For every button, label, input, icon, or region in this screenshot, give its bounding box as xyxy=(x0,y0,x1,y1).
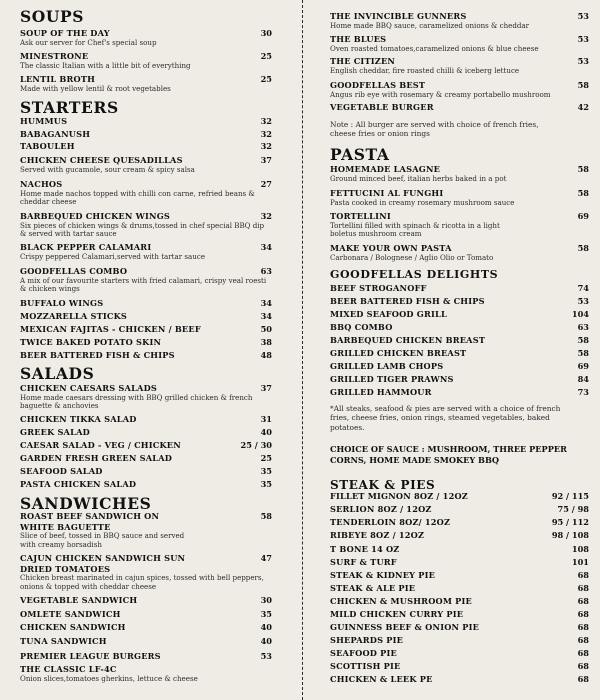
menu-item xyxy=(20,383,272,411)
item-price: 38 xyxy=(260,337,272,347)
menu-item xyxy=(20,414,272,425)
item-name: BBQ COMBO xyxy=(330,322,393,332)
menu-item xyxy=(330,56,589,75)
item-name: SERLION 8OZ / 12OZ xyxy=(330,504,432,514)
item-name: CHICKEN CHEESE QUESADILLAS xyxy=(20,155,183,165)
item-name: STEAK & KIDNEY PIE xyxy=(330,570,436,580)
item-price: 40 xyxy=(260,427,272,437)
item-description: Oven roasted tomatoes,caramelized onions & blue cheese xyxy=(330,43,539,53)
item-price: 68 xyxy=(577,622,589,632)
item-price: 35 xyxy=(260,479,272,489)
item-price: 34 xyxy=(260,311,272,321)
item-name: PASTA CHICKEN SALAD xyxy=(20,479,137,489)
menu-item xyxy=(330,504,589,515)
item-description: Home made BBQ sauce, caramelized onions & cheddar xyxy=(330,20,530,30)
item-price: 35 xyxy=(260,466,272,476)
item-name: SCOTTISH PIE xyxy=(330,661,401,671)
menu-item xyxy=(330,648,589,659)
item-price: 101 xyxy=(571,557,589,567)
menu-item xyxy=(20,595,272,606)
item-price: 32 xyxy=(260,116,272,126)
item-name: MEXICAN FAJITAS - CHICKEN / BEEF xyxy=(20,324,201,334)
menu-item xyxy=(330,387,589,398)
item-price: 68 xyxy=(577,674,589,684)
menu-item xyxy=(20,266,272,294)
item-name: GOODFELLAS COMBO xyxy=(20,266,128,276)
menu-item xyxy=(20,427,272,438)
item-price: 42 xyxy=(577,102,589,112)
item-name: ROAST BEEF SANDWICH ON WHITE BAGUETTE xyxy=(20,511,160,532)
menu-item xyxy=(20,129,272,140)
item-price: 50 xyxy=(260,324,272,334)
item-price: 53 xyxy=(577,34,589,44)
item-price: 68 xyxy=(577,661,589,671)
item-description: Crispy peppered Calamari,served with tartar sauce xyxy=(20,251,206,261)
menu-item xyxy=(20,74,272,93)
section-title-steak: STEAK & PIES xyxy=(330,478,436,492)
item-price: 58 xyxy=(577,188,589,198)
menu-item xyxy=(330,491,589,502)
menu-item xyxy=(20,28,272,47)
item-name: GRILLED CHICKEN BREAST xyxy=(330,348,467,358)
menu-item xyxy=(20,51,272,70)
item-name: BEEF STROGANOFF xyxy=(330,283,427,293)
menu-item xyxy=(20,479,272,490)
menu-item xyxy=(330,348,589,359)
item-name: BEER BATTERED FISH & CHIPS xyxy=(330,296,485,306)
item-price: 69 xyxy=(577,361,589,371)
item-name: CHICKEN CAESARS SALADS xyxy=(20,383,158,393)
item-price: 58 xyxy=(577,164,589,174)
item-name: SOUP OF THE DAY xyxy=(20,28,110,38)
menu-item xyxy=(20,453,272,464)
item-price: 53 xyxy=(577,11,589,21)
item-price: 58 xyxy=(577,243,589,253)
menu-item xyxy=(20,242,272,261)
column-divider xyxy=(302,0,303,700)
menu-item xyxy=(330,211,589,239)
menu-item xyxy=(20,466,272,477)
item-price: 73 xyxy=(577,387,589,397)
item-name: MAKE YOUR OWN PASTA xyxy=(330,243,452,253)
item-name: SEAFOOD PIE xyxy=(330,648,397,658)
item-name: BEER BATTERED FISH & CHIPS xyxy=(20,350,175,360)
item-description: Angus rib eye with rosemary & creamy portabello mushroom xyxy=(330,89,551,99)
item-description: Served with gucamole, sour cream & spicy salsa xyxy=(20,164,195,174)
menu-item xyxy=(330,674,589,685)
item-name: SURF & TURF xyxy=(330,557,397,567)
menu-item xyxy=(20,179,272,207)
menu-item xyxy=(20,651,272,662)
item-name: OMLETE SANDWICH xyxy=(20,609,121,619)
item-price: 32 xyxy=(260,141,272,151)
item-name: HUMMUS xyxy=(20,116,68,126)
item-name: GREEK SALAD xyxy=(20,427,90,437)
item-price: 35 xyxy=(260,609,272,619)
item-price: 58 xyxy=(577,348,589,358)
item-description: Home made caesars dressing with BBQ grilled chicken & french baguette & anchovies xyxy=(20,392,253,411)
menu-item xyxy=(330,102,589,113)
item-description: A mix of our favourite starters with fried calamari, crispy veal roesti & chicken wings xyxy=(20,275,267,294)
section-title-sandwiches: SANDWICHES xyxy=(20,494,152,513)
item-price: 84 xyxy=(577,374,589,384)
menu-item xyxy=(20,636,272,647)
item-name: TUNA SANDWICH xyxy=(20,636,107,646)
item-name: TORTELLINI xyxy=(330,211,391,221)
menu-item xyxy=(20,350,272,361)
menu-item xyxy=(20,155,272,174)
item-price: 32 xyxy=(260,129,272,139)
menu-item xyxy=(330,570,589,581)
item-price: 68 xyxy=(577,583,589,593)
item-name: PREMIER LEAGUE BURGERS xyxy=(20,651,161,661)
note-text: *All steaks, seafood & pies are served with a choice of french fries, cheese fries, onion rings, steamed vegetables, baked potatoes. xyxy=(330,404,561,432)
pasta-section xyxy=(330,146,589,164)
section-title-soups: SOUPS xyxy=(20,7,85,26)
salads-section xyxy=(20,365,272,383)
item-price: 58 xyxy=(260,511,272,521)
item-name: GRILLED LAMB CHOPS xyxy=(330,361,444,371)
item-price: 25 xyxy=(260,51,272,61)
menu-item xyxy=(20,553,272,591)
item-price: 95 / 112 xyxy=(551,517,589,527)
menu-item xyxy=(20,622,272,633)
item-price: 92 / 115 xyxy=(551,491,589,501)
sauce-choice xyxy=(330,444,580,466)
item-price: 30 xyxy=(260,28,272,38)
item-description: Onion slices,tomatoes gherkins, lettuce & cheese xyxy=(20,673,198,683)
item-price: 69 xyxy=(577,211,589,221)
item-name: GRILLED TIGER PRAWNS xyxy=(330,374,454,384)
item-name: BARBEQUED CHICKEN BREAST xyxy=(330,335,486,345)
menu-item xyxy=(330,374,589,385)
item-description: The classic Italian with a little bit of everything xyxy=(20,60,191,70)
item-price: 25 xyxy=(260,74,272,84)
item-price: 34 xyxy=(260,242,272,252)
item-description: Six pieces of chicken wings & drums,tossed in chef special BBQ dip & served with tartar sauce xyxy=(20,220,265,239)
menu-item xyxy=(330,296,589,307)
sauce-text: CHOICE OF SAUCE : MUSHROOM, THREE PEPPER CORNS, HOME MADE SMOKEY BBQ xyxy=(330,444,567,465)
delights-section xyxy=(330,266,589,284)
item-description: Ground minced beef, italian herbs baked in a pot xyxy=(330,173,507,183)
menu-item xyxy=(20,337,272,348)
menu-item xyxy=(330,622,589,633)
item-name: STEAK & ALE PIE xyxy=(330,583,416,593)
item-price: 53 xyxy=(260,651,272,661)
menu-item xyxy=(330,544,589,555)
item-price: 68 xyxy=(577,570,589,580)
item-name: FETTUCINI AL FUNGHI xyxy=(330,188,444,198)
burger-note xyxy=(330,120,555,139)
item-description: Pasta cooked in creamy rosemary mushroom sauce xyxy=(330,197,515,207)
item-price: 40 xyxy=(260,636,272,646)
item-name: VEGETABLE SANDWICH xyxy=(20,595,138,605)
item-name: CHICKEN & MUSHROOM PIE xyxy=(330,596,472,606)
menu-item xyxy=(330,609,589,620)
item-price: 74 xyxy=(577,283,589,293)
item-price: 47 xyxy=(260,553,272,563)
item-description: English cheddar, fire roasted chilli & iceberg lettuce xyxy=(330,65,520,75)
item-price: 104 xyxy=(571,309,589,319)
item-name: SEAFOOD SALAD xyxy=(20,466,103,476)
soups-section xyxy=(20,8,272,26)
item-name: HOMEMADE LASAGNE xyxy=(330,164,441,174)
menu-item xyxy=(20,116,272,127)
item-name: TENDERLOIN 8OZ/ 12OZ xyxy=(330,517,451,527)
menu-item xyxy=(330,583,589,594)
item-description: Slice of beef, tossed in BBQ sauce and served with creamy horsadish xyxy=(20,531,185,549)
section-title-starters: STARTERS xyxy=(20,98,119,117)
menu-item xyxy=(330,661,589,672)
item-price: 32 xyxy=(260,211,272,221)
item-name: TWICE BAKED POTATO SKIN xyxy=(20,337,162,347)
item-name: RIBEYE 8OZ / 12OZ xyxy=(330,530,425,540)
menu-item xyxy=(330,361,589,372)
menu-item xyxy=(330,596,589,607)
menu-item xyxy=(20,609,272,620)
item-name: BARBEQUED CHICKEN WINGS xyxy=(20,211,171,221)
item-price: 30 xyxy=(260,595,272,605)
item-price: 37 xyxy=(260,383,272,393)
item-name: CHICKEN & LEEK PE xyxy=(330,674,433,684)
item-name: MIXED SEAFOOD GRILL xyxy=(330,309,447,319)
item-price: 37 xyxy=(260,155,272,165)
item-price: 75 / 98 xyxy=(557,504,589,514)
item-description: Home made nachos topped with chilli con carne, refried beans & cheddar cheese xyxy=(20,188,255,207)
section-title-salads: SALADS xyxy=(20,364,95,383)
menu-item xyxy=(20,511,272,549)
item-name: MOZZARELLA STICKS xyxy=(20,311,128,321)
menu-item xyxy=(330,34,589,53)
menu-item xyxy=(330,517,589,528)
item-price: 68 xyxy=(577,609,589,619)
item-name: CAESAR SALAD - VEG / CHICKEN xyxy=(20,440,181,450)
item-price: 68 xyxy=(577,648,589,658)
item-price: 98 / 108 xyxy=(551,530,589,540)
item-price: 40 xyxy=(260,622,272,632)
item-name: GARDEN FRESH GREEN SALAD xyxy=(20,453,173,463)
item-name: GRILLED HAMMOUR xyxy=(330,387,432,397)
menu-item xyxy=(330,283,589,294)
item-name: TABOULEH xyxy=(20,141,75,151)
item-name: CHICKEN SANDWICH xyxy=(20,622,126,632)
item-name: CAJUN CHICKEN SANDWICH SUN DRIED TOMATOES xyxy=(20,553,186,574)
menu-item xyxy=(20,324,272,335)
item-name: THE CLASSIC LF-4C xyxy=(20,664,117,674)
menu-item xyxy=(330,188,589,207)
item-price: 25 xyxy=(260,453,272,463)
item-price: 68 xyxy=(577,596,589,606)
item-price: 53 xyxy=(577,296,589,306)
item-price: 53 xyxy=(577,56,589,66)
menu-item xyxy=(330,11,589,30)
item-name: BUFFALO WINGS xyxy=(20,298,104,308)
menu-item xyxy=(20,440,272,451)
menu-item xyxy=(20,141,272,152)
menu-item xyxy=(330,557,589,568)
item-description: Made with yellow lentil & root vegetables xyxy=(20,83,171,93)
item-description: Tortellini filled with spinach & ricotta in a light boletus mushroom cream xyxy=(330,220,500,239)
item-price: 27 xyxy=(260,179,272,189)
item-name: GOODFELLAS BEST xyxy=(330,80,426,90)
item-name: GUINNESS BEEF & ONION PIE xyxy=(330,622,480,632)
menu-item xyxy=(330,164,589,183)
item-description: Ask our server for Chef's special soup xyxy=(20,37,157,47)
item-price: 108 xyxy=(571,544,589,554)
item-name: BABAGANUSH xyxy=(20,129,91,139)
item-price: 25 / 30 xyxy=(240,440,272,450)
item-name: CHICKEN TIKKA SALAD xyxy=(20,414,137,424)
item-name: FILLET MIGNON 8OZ / 12OZ xyxy=(330,491,468,501)
item-name: VEGETABLE BURGER xyxy=(330,102,434,112)
item-name: NACHOS xyxy=(20,179,63,189)
starters-section xyxy=(20,99,272,117)
menu-item xyxy=(330,335,589,346)
item-name: MILD CHICKEN CURRY PIE xyxy=(330,609,464,619)
menu-item xyxy=(330,322,589,333)
menu-item xyxy=(330,243,589,262)
menu-item xyxy=(330,530,589,541)
item-price: 48 xyxy=(260,350,272,360)
item-name: SHEPARDS PIE xyxy=(330,635,404,645)
menu-item xyxy=(330,635,589,646)
section-title-pasta: PASTA xyxy=(330,145,390,164)
delights-note xyxy=(330,404,580,432)
menu-item xyxy=(330,309,589,320)
menu-item xyxy=(20,664,272,683)
item-name: THE BLUES xyxy=(330,34,387,44)
menu-item xyxy=(20,311,272,322)
menu-item xyxy=(20,298,272,309)
item-price: 34 xyxy=(260,298,272,308)
item-price: 31 xyxy=(260,414,272,424)
item-name: T BONE 14 OZ xyxy=(330,544,400,554)
item-name: THE CITIZEN xyxy=(330,56,396,66)
item-name: THE INVINCIBLE GUNNERS xyxy=(330,11,467,21)
section-title-delights: GOODFELLAS DELIGHTS xyxy=(330,268,499,281)
item-description: Chicken breast marinated in cajun spices, tossed with bell peppers, onions & topped with cheddar cheese xyxy=(20,573,264,591)
item-price: 58 xyxy=(577,335,589,345)
item-name: BLACK PEPPER CALAMARI xyxy=(20,242,152,252)
menu-item xyxy=(330,80,589,99)
item-price: 63 xyxy=(260,266,272,276)
item-price: 58 xyxy=(577,80,589,90)
item-name: MINESTRONE xyxy=(20,51,89,61)
menu-item xyxy=(20,211,272,239)
item-price: 63 xyxy=(577,322,589,332)
note-text: Note : All burger are served with choice of french fries, cheese fries or onion rings xyxy=(330,120,539,139)
item-description: Carbonara / Bolognese / Aglio Olio or Tomato xyxy=(330,252,494,262)
item-price: 68 xyxy=(577,635,589,645)
item-name: LENTIL BROTH xyxy=(20,74,96,84)
